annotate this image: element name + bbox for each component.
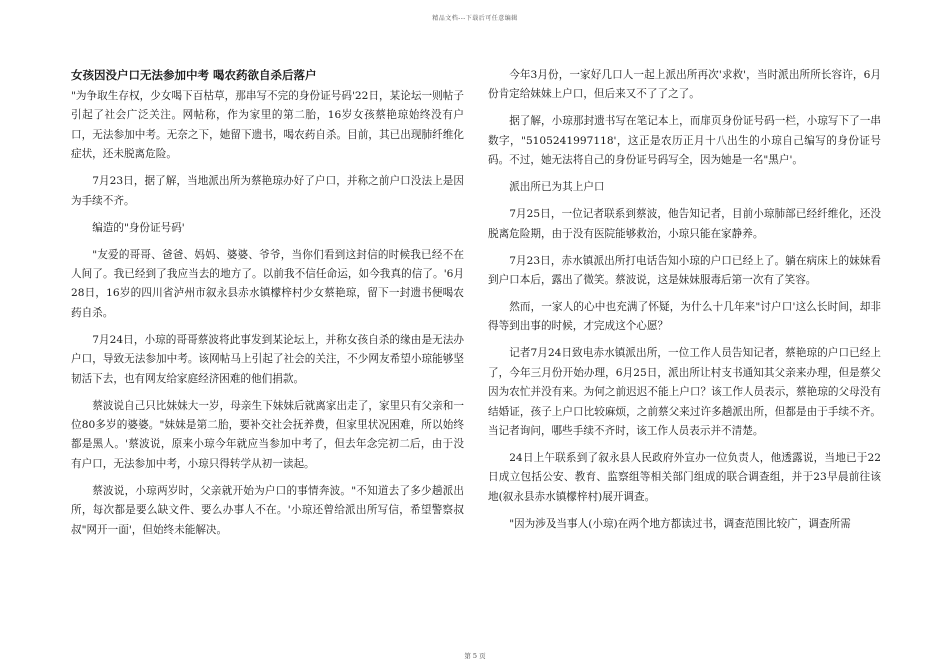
section-heading: 编造的"身份证号码' xyxy=(92,221,185,234)
right-column xyxy=(488,66,881,542)
paragraph: 7月23日，据了解，当地派出所为蔡艳琼办好了户口，并称之前户口没法上是因为手续不齐。 xyxy=(71,175,464,207)
paragraph: 7月25日，一位记者联系到蔡波，他告知记者，目前小琼肺部已经纤维化，还没脱离危险期，由于没有医院能够救治，小琼只能在家静养。 xyxy=(488,208,881,240)
paragraph: 今年3月份，一家好几口人一起上派出所再次'求救'，当时派出所所长容许，6月份肯定给妹妹上户口，但后来又不了了之了。 xyxy=(488,69,881,101)
article-title: 女孩因没户口无法参加中考 喝农药欲自杀后落户 xyxy=(71,68,317,82)
paragraph: "为争取生存权，少女喝下百枯草，那串写不完的身份证号码'22日，某论坛一则帖子引起了社会广泛关注。网帖称，作为家里的第二胎，16岁女孩蔡艳琼始终没有户口，无法参加中考。无奈之下，她留下遗书，喝农药自杀。目前，其已出现肺纤维化症状，还未脱离危险。 xyxy=(71,90,464,161)
left-column xyxy=(71,66,464,548)
page-header: 精品文档---下载后可任意编辑 xyxy=(432,15,518,22)
paragraph: 7月24日，小琼的哥哥蔡波将此事发到某论坛上，并称女孩自杀的缘由是无法办户口，导致无法参加中考。该网帖马上引起了社会的关注，不少网友希望小琼能够坚韧活下去，也有网友给家庭经济困难的他们捐款。 xyxy=(71,333,464,385)
page-number: 第 5 页 xyxy=(464,652,486,660)
section-heading: 派出所已为其上户口 xyxy=(509,181,605,194)
paragraph: 蔡波说，小琼两岁时，父亲就开始为户口的事情奔波。"不知道去了多少趟派出所，每次都是要么缺文件、要么办事人不在。'小琼还曾给派出所写信，希望警察叔叔"网开一面'，但始终未能解决。 xyxy=(71,484,464,536)
paragraph: 记者7月24日致电赤水镇派出所，一位工作人员告知记者，蔡艳琼的户口已经上了，今年三月份开始办理，6月25日，派出所让村支书通知其父亲来办理，但是蔡父因为农忙并没有来。为何之前迟迟不能上户口？该工作人员表示，蔡艳琼的父母没有结婚证，孩子上户口比较麻烦，之前蔡父来过许多趟派出所，但都是由于手续不齐。当记者询问，哪些手续不齐时，该工作人员表示并不清楚。 xyxy=(488,347,881,438)
paragraph: "友爱的哥哥、爸爸、妈妈、婆婆、爷爷，当你们看到这封信的时候我已经不在人间了。我已经到了我应当去的地方了。以前我不信任命运，如今我真的信了。'6月28日，16岁的四川省泸州市叙永县赤水镇檬梓村少女蔡艳琼，留下一封遗书便喝农药自杀。 xyxy=(71,248,464,319)
paragraph: 然而，一家人的心中也充满了怀疑，为什么十几年来"讨户口'这么长时间，却非得等到出事的时候，才完成这个心愿？ xyxy=(488,301,881,333)
paragraph: 24日上午联系到了叙永县人民政府外宣办一位负责人，他透露说，当地已于22日成立包括公安、教育、监察组等相关部门组成的联合调查组，并于23早晨前往该地(叙永县赤水镇檬梓村)展开调查。 xyxy=(488,452,881,503)
paragraph: "因为涉及当事人(小琼)在两个地方都读过书，调查范围比较广，调查所需 xyxy=(509,517,851,530)
paragraph: 7月23日，赤水镇派出所打电话告知小琼的户口已经上了。躺在病床上的妹妹看到户口本后，露出了微笑。蔡波说，这是妹妹服毒后第一次有了笑容。 xyxy=(488,254,881,287)
paragraph: 据了解，小琼那封遗书写在笔记本上，而扉页身份证号码一栏，小琼写下了一串数字，"5105241997118'，这正是农历正月十八出生的小琼自己编写的身份证号码。不过，她无法将自己的身份证号码写全，因为她是一名"黑户'。 xyxy=(488,115,881,167)
paragraph: 蔡波说自己只比妹妹大一岁，母亲生下妹妹后就离家出走了，家里只有父亲和一位80多岁的婆婆。"妹妹是第二胎，要补交社会抚养费，但家里状况困难，所以始终都是黑人。'蔡波说，原来小琼今年就应当参加中考了，但去年念完初二后，由于没有户口，无法参加中考，小琼只得转学从初一读起。 xyxy=(71,399,464,470)
